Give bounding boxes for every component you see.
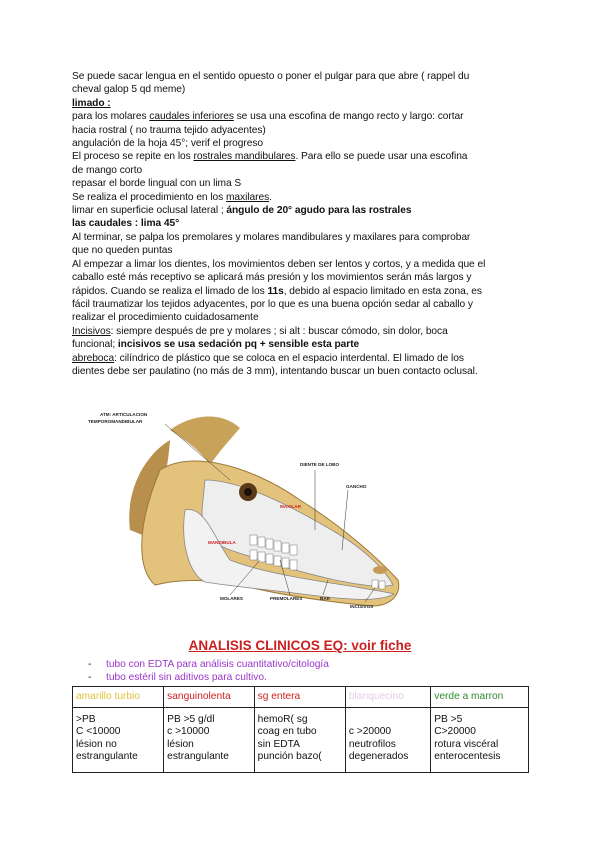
table-cell: hemoR( sg coag en tubo sin EDTA punción bazo(	[254, 708, 345, 773]
label-gancho: GANCHO	[346, 484, 367, 489]
paragraph-line: cheval galop 5 qd meme)	[72, 84, 186, 96]
paragraph-line: El proceso se repite en los rostrales mandibulares. Para ello se puede usar una escofina	[72, 151, 468, 163]
horse-head-drawing	[110, 410, 410, 620]
paragraph-line: Se realiza el procedimiento en los maxilares.	[72, 191, 272, 203]
paragraph-line: Incisivos: siempre después de pre y molares ; si alt : buscar cómodo, sin dolor, boca	[72, 325, 448, 337]
list-item: - tubo estéril sin aditivos para cultivo.	[88, 672, 267, 684]
header-cell: blanquecino	[345, 687, 430, 708]
table-cell: c >20000 neutrofilos degenerados	[345, 708, 430, 773]
table-cell: >PB C <10000 lésion no estrangulante	[73, 708, 164, 773]
paragraph-line: las caudales : lima 45°	[72, 218, 180, 230]
label-mandibula: MANDIBULA	[208, 540, 236, 545]
label-maxilar: MAXILAR	[280, 504, 301, 509]
label-atm-sub: TEMPOROMANDIBULAR	[88, 419, 143, 424]
header-cell: sanguinolenta	[164, 687, 254, 708]
paragraph-line: limar en superficie oclusal lateral ; ángulo de 20° agudo para las rostrales	[72, 205, 412, 217]
paragraph-line: funcional; incisivos se usa sedación pq + sensible esta parte	[72, 339, 360, 351]
label-incisivos: INCISIVOS	[350, 604, 374, 609]
heading-limado: limado :	[72, 97, 111, 109]
paragraph-line: Al empezar a limar los dientes, los movimientos deben ser lentos y cortos, y a medida que el	[72, 258, 486, 270]
label-molares: MOLARES	[220, 596, 243, 601]
paragraph-line: dientes debe ser paulatino (no más de 3 mm), intentando buscar un buen contacto oclusal.	[72, 365, 478, 377]
paragraph-line: abreboca: cilíndrico de plástico que se coloca en el espacio interdental. El limado de los	[72, 352, 464, 364]
label-premolares: PREMOLARES	[270, 596, 303, 601]
list-item: - tubo con EDTA para análisis cuantitativo/citología	[88, 659, 329, 670]
section-title: ANALISIS CLINICOS EQ: voir fiche	[188, 638, 412, 653]
label-atm: ATM: ARTICULACION	[100, 412, 148, 417]
paragraph-line: caballo esté más receptivo se aplicará más presión y los movimientos serán más largos y	[72, 272, 472, 284]
paragraph-line: repasar el borde lingual con un lima S	[72, 178, 242, 190]
table-cell: PB >5 C>20000 rotura viscéral enterocentesis	[431, 708, 529, 773]
header-cell: sg entera	[254, 687, 345, 708]
header-cell: amarillo turbio	[73, 687, 164, 708]
paragraph-line: Se puede sacar lengua en el sentido opuesto o poner el pulgar para que abre ( rappel du	[72, 71, 470, 82]
paragraph-line: Al terminar, se palpa los premolares y molares mandibulares y maxilares para comprobar	[72, 231, 471, 243]
label-bar: BAR	[320, 596, 330, 601]
paragraph-line: de mango corto	[72, 164, 143, 176]
paragraph-line: fácil traumatizar los tejidos adyacentes, por lo que es una buena opción sedar al caballo y	[72, 298, 473, 310]
results-table	[72, 686, 529, 773]
horse-skull-illustration	[88, 410, 410, 620]
paragraph-line: realizar el procedimiento cuidadosamente	[72, 312, 259, 324]
table-header-row	[73, 687, 529, 708]
paragraph-line: angulación de la hoja 45°; verif el progreso	[72, 138, 264, 150]
bullet-list	[88, 658, 329, 685]
table-row	[73, 708, 529, 773]
label-diente-lobo: DIENTE DE LOBO	[300, 462, 340, 467]
paragraph-line: rápidos. Cuando se realiza el limado de los 11s, debido al espacio limitado en esta zona, es	[72, 285, 482, 297]
header-cell: verde a marron	[431, 687, 529, 708]
table-cell: PB >5 g/dl c >10000 lésion estrangulante	[164, 708, 254, 773]
paragraph-line: para los molares caudales inferiores se usa una escofina de mango recto y largo: cortar	[72, 111, 464, 123]
paragraph-line: que no queden puntas	[72, 245, 173, 257]
paragraph-line: hacia rostral ( no trauma tejido adyacentes)	[72, 124, 266, 136]
document-body	[72, 70, 522, 378]
